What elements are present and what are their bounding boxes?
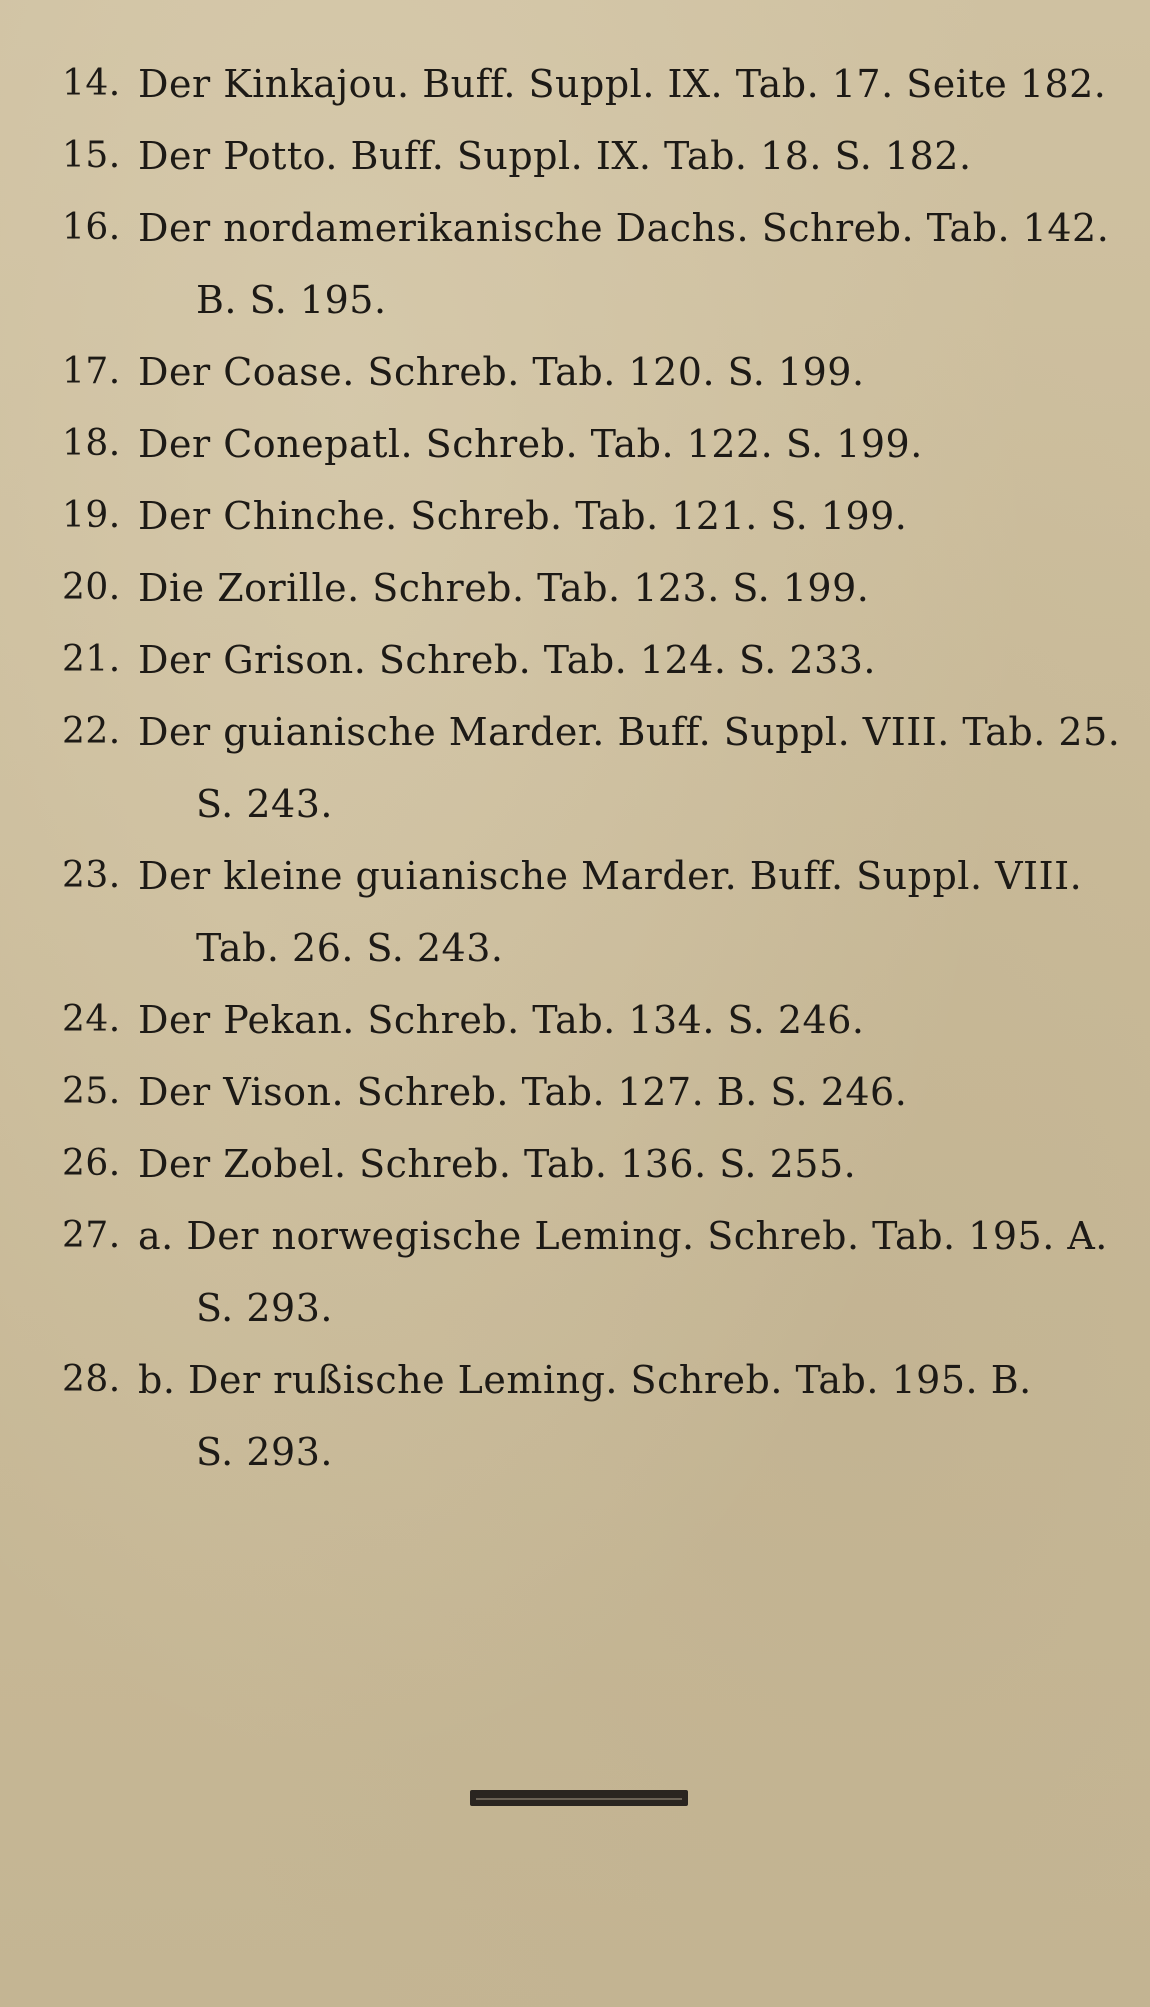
entry-text: Der Kinkajou. Buff. Suppl. IX. Tab. 17. Seite 182. — [138, 62, 1107, 106]
entry-number: 16. — [62, 207, 121, 248]
entry-number: 24. — [62, 999, 121, 1040]
entry-line — [0, 552, 1150, 624]
entry-number: 19. — [62, 495, 121, 536]
entry-text: Der Pekan. Schreb. Tab. 134. S. 246. — [138, 998, 865, 1042]
list-item — [0, 120, 1150, 192]
entry-line — [0, 696, 1150, 768]
list-item — [0, 1056, 1150, 1128]
entry-number: 22. — [62, 711, 121, 752]
entry-line — [0, 624, 1150, 696]
list-item — [0, 984, 1150, 1056]
entry-number: 20. — [62, 567, 121, 608]
entry-text: Tab. 26. S. 243. — [196, 926, 504, 970]
entry-text: Der guianische Marder. Buff. Suppl. VIII. Tab. 25. — [138, 710, 1121, 754]
entry-line — [0, 120, 1150, 192]
list-item — [0, 1128, 1150, 1200]
entry-line — [0, 1056, 1150, 1128]
entry-text: S. 243. — [196, 782, 333, 826]
entry-text: b. Der rußische Leming. Schreb. Tab. 195. B. — [138, 1358, 1032, 1402]
entry-list — [0, 48, 1150, 1488]
entry-text: Der Potto. Buff. Suppl. IX. Tab. 18. S. 182. — [138, 134, 972, 178]
list-item — [0, 408, 1150, 480]
entry-continuation-line — [0, 768, 1150, 840]
entry-line — [0, 1128, 1150, 1200]
closing-rule — [470, 1790, 688, 1806]
entry-text: Der nordamerikanische Dachs. Schreb. Tab. 142. — [138, 206, 1110, 250]
entry-number: 26. — [62, 1143, 121, 1184]
entry-line — [0, 984, 1150, 1056]
entry-line — [0, 1200, 1150, 1272]
entry-text: B. S. 195. — [196, 278, 387, 322]
entry-continuation-line — [0, 912, 1150, 984]
entry-number: 14. — [62, 63, 121, 104]
list-item — [0, 696, 1150, 840]
entry-text: a. Der norwegische Leming. Schreb. Tab. 195. A. — [138, 1214, 1108, 1258]
entry-text: Der kleine guianische Marder. Buff. Suppl. VIII. — [138, 854, 1083, 898]
entry-text: Der Chinche. Schreb. Tab. 121. S. 199. — [138, 494, 908, 538]
list-item — [0, 552, 1150, 624]
entry-number: 28. — [62, 1359, 121, 1400]
entry-text: Die Zorille. Schreb. Tab. 123. S. 199. — [138, 566, 870, 610]
entry-number: 27. — [62, 1215, 121, 1256]
entry-continuation-line — [0, 1416, 1150, 1488]
entry-number: 23. — [62, 855, 121, 896]
entry-number: 25. — [62, 1071, 121, 1112]
list-item — [0, 1200, 1150, 1344]
entry-line — [0, 408, 1150, 480]
entry-number: 21. — [62, 639, 121, 680]
entry-number: 18. — [62, 423, 121, 464]
entry-continuation-line — [0, 264, 1150, 336]
entry-number: 17. — [62, 351, 121, 392]
entry-text: Der Vison. Schreb. Tab. 127. B. S. 246. — [138, 1070, 908, 1114]
entry-line — [0, 480, 1150, 552]
list-item — [0, 192, 1150, 336]
entry-line — [0, 1344, 1150, 1416]
entry-line — [0, 840, 1150, 912]
list-item — [0, 840, 1150, 984]
list-item — [0, 624, 1150, 696]
entry-number: 15. — [62, 135, 121, 176]
entry-line — [0, 336, 1150, 408]
list-item — [0, 480, 1150, 552]
entry-line — [0, 192, 1150, 264]
entry-text: Der Zobel. Schreb. Tab. 136. S. 255. — [138, 1142, 857, 1186]
entry-text: Der Conepatl. Schreb. Tab. 122. S. 199. — [138, 422, 923, 466]
entry-line — [0, 48, 1150, 120]
entry-text: Der Grison. Schreb. Tab. 124. S. 233. — [138, 638, 876, 682]
entry-continuation-line — [0, 1272, 1150, 1344]
list-item — [0, 48, 1150, 120]
entry-text: Der Coase. Schreb. Tab. 120. S. 199. — [138, 350, 865, 394]
list-item — [0, 336, 1150, 408]
entry-text: S. 293. — [196, 1430, 333, 1474]
entry-text: S. 293. — [196, 1286, 333, 1330]
list-item — [0, 1344, 1150, 1488]
